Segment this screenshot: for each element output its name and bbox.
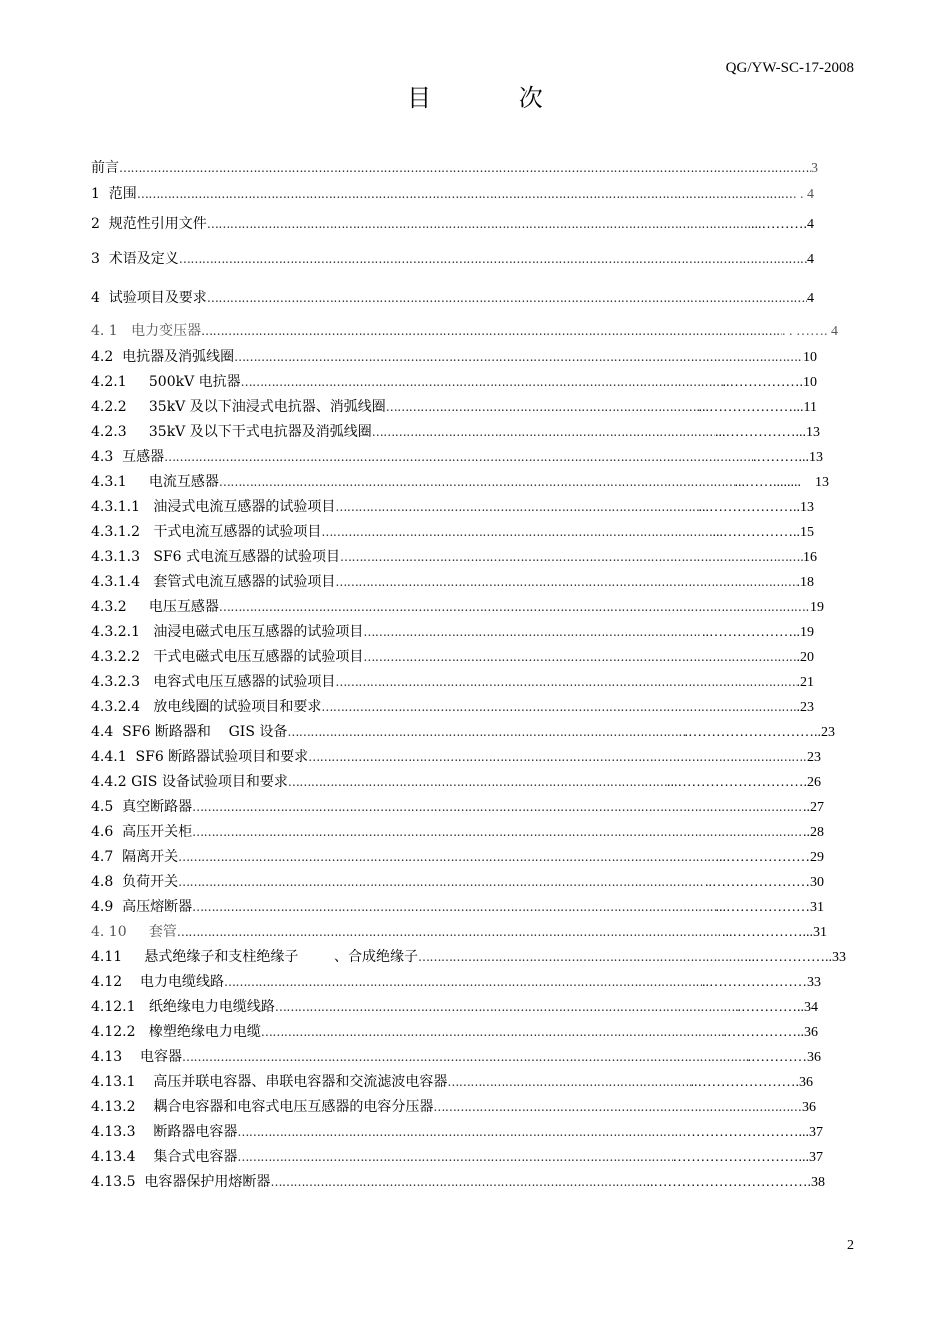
toc-entry-label: 4.2.1 500kV 电抗器 <box>91 374 241 390</box>
toc-entry[interactable] <box>91 321 838 341</box>
toc-entry-label: 4.2.3 35kV 及以下干式电抗器及消弧线圈 <box>91 424 372 440</box>
toc-entry-page: ...……........ 13 <box>734 475 829 490</box>
toc-entry[interactable] <box>91 722 835 742</box>
toc-entry-page: .23 <box>796 700 814 715</box>
toc-leader <box>335 572 796 592</box>
toc-leader <box>192 897 715 917</box>
toc-entry-label: 4.12.2 橡塑绝缘电力电缆 <box>91 1024 261 1040</box>
toc-title: 目 次 <box>407 84 583 112</box>
toc-entry-page: ...………………..13 <box>698 500 814 515</box>
toc-entry[interactable] <box>91 497 814 517</box>
toc-entry-label: 4.12 电力电缆线路 <box>91 974 224 990</box>
toc-entry-label: 4.2 电抗器及消弧线圈 <box>91 349 235 365</box>
toc-entry-label: 4 试验项目及要求 <box>91 290 207 306</box>
toc-entry-label: 4.5 真空断路器 <box>91 799 193 815</box>
toc-leader <box>340 547 803 567</box>
toc-entry-page: 4 <box>807 252 814 267</box>
toc-leader <box>178 872 705 892</box>
toc-leader <box>164 447 753 467</box>
toc-entry[interactable] <box>91 772 821 792</box>
toc-entry[interactable] <box>91 997 818 1017</box>
toc-entry-label: 4.3.1.3 SF6 式电流互感器的试验项目 <box>91 549 340 565</box>
toc-entry[interactable] <box>91 158 818 178</box>
toc-leader <box>270 1172 646 1192</box>
toc-entry[interactable] <box>91 1172 825 1192</box>
toc-leader <box>201 321 782 341</box>
toc-entry[interactable] <box>91 897 824 917</box>
toc-leader <box>177 922 722 942</box>
toc-entry-page: ...……………………….26 <box>667 775 821 790</box>
toc-leader <box>363 647 796 667</box>
toc-entry-page: .20 <box>796 650 814 665</box>
toc-entry-page: .……………..36 <box>723 1025 818 1040</box>
toc-entry[interactable] <box>91 947 846 967</box>
toc-entry-page: 4 <box>807 291 814 306</box>
toc-entry[interactable] <box>91 847 824 867</box>
toc-entry-page: .…………..34 <box>737 1000 818 1015</box>
toc-entry[interactable] <box>91 214 814 234</box>
toc-entry-page: .18 <box>796 575 814 590</box>
toc-entry-page: ...……………...31 <box>722 925 827 940</box>
toc-entry-label: 4.4.1 SF6 断路器试验项目和要求 <box>91 749 309 765</box>
toc-entry[interactable] <box>91 547 817 567</box>
toc-entry-label: 4.3.2.3 电容式电压互感器的试验项目 <box>91 674 336 690</box>
toc-entry[interactable] <box>91 872 824 892</box>
toc-entry-page: .………………………..23 <box>684 725 835 740</box>
toc-entry-page: ..…………….10 <box>722 375 817 390</box>
toc-entry-page: .………...13 <box>753 450 823 465</box>
toc-entry-page: 36 <box>802 1100 816 1115</box>
toc-entry-page: . . 4 <box>793 187 814 202</box>
toc-leader <box>433 1097 802 1117</box>
toc-entry-page: 16 <box>803 550 817 565</box>
toc-entry[interactable] <box>91 1097 816 1117</box>
toc-entry-label: 4. 1 电力变压器 <box>91 323 202 339</box>
toc-entry-page: ..27 <box>803 800 824 815</box>
toc-leader <box>219 472 735 492</box>
toc-entry[interactable] <box>91 1072 813 1092</box>
toc-entry-page: ..28 <box>803 825 824 840</box>
toc-entry-label: 4.3.1.4 套管式电流互感器的试验项目 <box>91 574 336 590</box>
toc-entry[interactable] <box>91 522 814 542</box>
toc-leader <box>287 722 684 742</box>
toc-leader <box>137 184 793 204</box>
toc-entry-page: ...………………...11 <box>698 400 817 415</box>
toc-entry-label: 4.3.2.1 油浸电磁式电压互感器的试验项目 <box>91 624 364 640</box>
toc-entry-page: ..………………..19 <box>702 625 814 640</box>
toc-leader <box>261 1022 724 1042</box>
toc-entry[interactable] <box>91 597 824 617</box>
toc-leader <box>447 1072 690 1092</box>
toc-leader <box>308 747 807 767</box>
toc-entry[interactable] <box>91 972 821 992</box>
toc-leader <box>182 1047 748 1067</box>
toc-leader <box>234 347 803 367</box>
toc-leader <box>219 597 810 617</box>
toc-entry[interactable] <box>91 472 829 492</box>
toc-entry-page: 23 <box>807 750 821 765</box>
document-code: QG/YW-SC-17-2008 <box>725 60 854 76</box>
toc-entry-page: . . ……. 4 <box>782 324 838 339</box>
toc-leader <box>372 422 715 442</box>
toc-entry-page: ...……….4 <box>751 217 814 232</box>
toc-entry-label: 4.3.1.2 干式电流互感器的试验项目 <box>91 524 322 540</box>
toc-entry-page: ..…………………………….38 <box>646 1175 825 1190</box>
toc-entry-label: 4.8 负荷开关 <box>91 874 179 890</box>
toc-entry[interactable] <box>91 672 814 692</box>
toc-leader <box>237 1122 686 1142</box>
toc-entry[interactable] <box>91 347 817 367</box>
toc-leader <box>192 822 803 842</box>
toc-entry[interactable] <box>91 572 814 592</box>
toc-entry-page: ..…………………30 <box>705 875 824 890</box>
toc-entry-label: 4.4 SF6 断路器和 GIS 设备 <box>91 724 288 740</box>
toc-leader <box>418 947 744 967</box>
toc-entry-label: 4.13.1 高压并联电容器、串联电容器和交流滤波电容器 <box>91 1074 448 1090</box>
toc-leader <box>207 288 807 308</box>
toc-entry-label: 4.3 互感器 <box>91 449 165 465</box>
toc-entry-label: 4.3.1 电流互感器 <box>91 474 219 490</box>
toc-entry-label: 4.13.5 电容器保护用熔断器 <box>91 1174 271 1190</box>
toc-entry[interactable] <box>91 747 821 767</box>
toc-leader <box>178 847 715 867</box>
toc-entry[interactable] <box>91 697 814 717</box>
toc-entry[interactable] <box>91 622 814 642</box>
toc-entry-label: 4.3.2 电压互感器 <box>91 599 219 615</box>
toc-entry-label: 4.7 隔离开关 <box>91 849 179 865</box>
toc-entry[interactable] <box>91 647 814 667</box>
toc-leader <box>224 972 702 992</box>
toc-entry-label: 4.11 悬式绝缘子和支柱绝缘子 、合成绝缘子 <box>91 949 419 965</box>
toc-entry[interactable] <box>91 249 814 269</box>
toc-entry-page: ……………………...37 <box>686 1125 823 1140</box>
toc-leader <box>335 497 698 517</box>
toc-leader <box>192 797 803 817</box>
toc-entry-page: ...……………..33 <box>744 950 846 965</box>
toc-entry-page: ...……………..15 <box>712 525 814 540</box>
toc-entry-label: 4.2.2 35kV 及以下油浸式电抗器、消弧线圈 <box>91 399 386 415</box>
toc-entry-page: .21 <box>796 675 814 690</box>
toc-leader <box>207 214 751 234</box>
toc-entry-label: 4.12.1 纸绝缘电力电缆线路 <box>91 999 275 1015</box>
toc-entry-label: 4.13.2 耦合电容器和电容式电压互感器的电容分压器 <box>91 1099 434 1115</box>
toc-entry[interactable] <box>91 922 827 942</box>
toc-leader <box>321 522 712 542</box>
toc-leader <box>363 622 702 642</box>
toc-leader <box>119 158 811 178</box>
toc-entry[interactable] <box>91 1147 823 1167</box>
toc-leader <box>237 1147 672 1167</box>
toc-entry-label: 3 术语及定义 <box>91 251 179 267</box>
toc-entry-page: 10 <box>803 350 817 365</box>
toc-entry-label: 前言 <box>91 160 119 176</box>
toc-entry-label: 1 范围 <box>91 186 137 202</box>
toc-entry[interactable] <box>91 822 824 842</box>
toc-leader <box>321 697 796 717</box>
toc-entry-page: 3 <box>811 161 818 176</box>
toc-entry[interactable] <box>91 397 817 417</box>
toc-entry-label: 4.13 电容器 <box>91 1049 182 1065</box>
toc-entry-label: 4.6 高压开关柜 <box>91 824 193 840</box>
toc-leader <box>275 997 738 1017</box>
toc-leader <box>241 372 723 392</box>
toc-entry[interactable] <box>91 372 817 392</box>
toc-entry-label: 2 规范性引用文件 <box>91 216 207 232</box>
toc-entry-label: 4.9 高压熔断器 <box>91 899 193 915</box>
toc-leader <box>288 772 667 792</box>
toc-entry-label: 4.4.2 GIS 设备试验项目和要求 <box>91 774 288 790</box>
toc-leader <box>179 249 807 269</box>
toc-entry-label: 4.3.2.2 干式电磁式电压互感器的试验项目 <box>91 649 364 665</box>
toc-leader <box>335 672 796 692</box>
toc-entry[interactable] <box>91 447 823 467</box>
toc-entry-label: 4.13.4 集合式电容器 <box>91 1149 238 1165</box>
toc-entry-page: ..…………………33 <box>702 975 821 990</box>
toc-entry-label: 4. 10 套管 <box>91 924 177 940</box>
toc-entry-page: ………………………...37 <box>672 1150 823 1165</box>
toc-entry-label: 4.3.2.4 放电线圈的试验项目和要求 <box>91 699 322 715</box>
toc-entry[interactable] <box>91 1047 821 1067</box>
toc-entry[interactable] <box>91 1122 823 1142</box>
toc-entry[interactable] <box>91 184 814 204</box>
page-number: 2 <box>847 1238 854 1253</box>
toc-entry-page: ...………………29 <box>715 850 824 865</box>
toc-entry-label: 4.13.3 断路器电容器 <box>91 1124 238 1140</box>
toc-entry-page: 19 <box>810 600 824 615</box>
toc-entry-page: .…………36 <box>747 1050 821 1065</box>
toc-entry[interactable] <box>91 797 824 817</box>
toc-entry-label: 4.3.1.1 油浸式电流互感器的试验项目 <box>91 499 336 515</box>
toc-entry[interactable] <box>91 422 820 442</box>
toc-entry-page: ..………………….36 <box>690 1075 813 1090</box>
toc-leader <box>386 397 699 417</box>
toc-entry[interactable] <box>91 288 814 308</box>
toc-entry-page: ...……………...13 <box>715 425 820 440</box>
toc-entry-page: ...………………31 <box>715 900 824 915</box>
toc-entry[interactable] <box>91 1022 818 1042</box>
